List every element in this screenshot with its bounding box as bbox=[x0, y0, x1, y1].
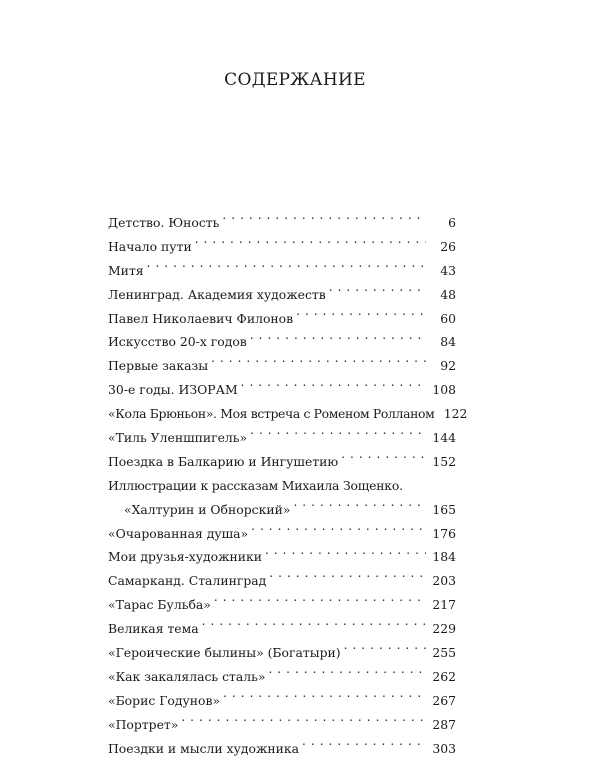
toc-entry-label: Павел Николаевич Филонов bbox=[108, 310, 294, 326]
toc-entry bbox=[108, 689, 456, 713]
toc-entry-label: «Кола Брюньон». Моя встреча с Роменом Ролланом bbox=[108, 406, 435, 422]
toc-entry-first-line bbox=[108, 474, 456, 498]
toc-entry-label: Самарканд. Сталинград bbox=[108, 573, 267, 589]
toc-leader-dots bbox=[250, 430, 426, 442]
toc-page-number: 60 bbox=[440, 310, 456, 326]
toc-leader-dots bbox=[251, 526, 426, 538]
toc-entry bbox=[108, 522, 456, 546]
toc-leader-dots bbox=[329, 287, 426, 299]
toc-leader-dots bbox=[302, 741, 426, 753]
toc-leader-dots bbox=[250, 334, 426, 346]
toc-entry-label: Поездки и мысли художника bbox=[108, 740, 300, 756]
toc-leader-dots bbox=[223, 693, 426, 705]
toc-page-number: 48 bbox=[440, 286, 456, 302]
toc-leader-dots bbox=[211, 358, 426, 370]
toc-entry bbox=[108, 330, 456, 354]
toc-entry-label-continuation: «Халтурин и Обнорский» bbox=[124, 501, 291, 517]
toc-entry-label: «Тарас Бульба» bbox=[108, 597, 211, 613]
toc-page-number: 6 bbox=[448, 215, 456, 230]
toc-entry-label: Начало пути bbox=[108, 238, 192, 254]
toc-page-number: 217 bbox=[432, 597, 456, 613]
toc-entry-label: Первые заказы bbox=[108, 358, 209, 374]
toc-leader-dots bbox=[265, 549, 426, 561]
toc-entry bbox=[108, 713, 456, 737]
toc-page-number: 176 bbox=[432, 525, 456, 541]
toc-entry bbox=[108, 378, 456, 402]
toc-page-number: 43 bbox=[440, 262, 456, 278]
toc-page-number: 84 bbox=[440, 334, 456, 350]
toc-leader-dots bbox=[268, 669, 426, 681]
toc-entry bbox=[108, 283, 456, 307]
toc-entry-label: «Героические былины» (Богатыри) bbox=[108, 645, 341, 661]
toc-entry bbox=[108, 545, 456, 569]
toc-page-number: 184 bbox=[432, 549, 456, 565]
toc-entry-label: Искусство 20-х годов bbox=[108, 334, 247, 350]
toc-entry bbox=[108, 665, 456, 689]
toc-leader-dots bbox=[195, 239, 426, 251]
page-title: СОДЕРЖАНИЕ bbox=[224, 70, 366, 90]
toc-entry-label: Иллюстрации к рассказам Михаила Зощенко. bbox=[108, 477, 403, 493]
toc-page-number: 144 bbox=[432, 430, 456, 446]
toc-entry-label: «Как закалялась сталь» bbox=[108, 668, 266, 684]
toc-leader-dots bbox=[202, 621, 426, 633]
toc-entry bbox=[108, 354, 456, 378]
toc-page-number: 152 bbox=[432, 453, 456, 469]
toc-entry-label: Детство. Юность bbox=[108, 215, 220, 230]
toc-page-number: 262 bbox=[432, 668, 456, 684]
toc-page-number: 303 bbox=[432, 740, 456, 756]
toc-entry-continuation bbox=[108, 498, 456, 522]
toc-entry-label: «Портрет» bbox=[108, 716, 179, 732]
toc-entry bbox=[108, 617, 456, 641]
toc-entry-label: Поездка в Балкарию и Ингушетию bbox=[108, 453, 339, 469]
toc-leader-dots bbox=[147, 263, 426, 275]
toc-entry bbox=[108, 426, 456, 450]
toc-leader-dots bbox=[181, 717, 426, 729]
toc-entry-label: 30-е годы. ИЗОРАМ bbox=[108, 382, 238, 398]
toc-leader-dots bbox=[296, 311, 426, 323]
toc-entry bbox=[108, 235, 456, 259]
toc-page-number: 165 bbox=[432, 501, 456, 517]
toc-entry-label: Великая тема bbox=[108, 621, 199, 637]
toc-entry-label: «Тиль Уленшпигель» bbox=[108, 430, 248, 446]
toc-page-number: 108 bbox=[432, 382, 456, 398]
toc-entry-label: «Очарованная душа» bbox=[108, 525, 249, 541]
toc-entry-label: «Борис Годунов» bbox=[108, 692, 221, 708]
toc-entry bbox=[108, 402, 468, 426]
toc-entry-label: Митя bbox=[108, 262, 144, 278]
toc-entry bbox=[108, 450, 456, 474]
toc-entry bbox=[108, 737, 456, 761]
toc-leader-dots bbox=[214, 597, 426, 609]
toc-entry bbox=[108, 259, 456, 283]
toc-entry bbox=[108, 211, 456, 235]
toc-page-number: 255 bbox=[432, 645, 456, 661]
toc-leader-dots bbox=[269, 573, 426, 585]
toc-entry bbox=[108, 307, 456, 331]
toc-page-number: 287 bbox=[432, 716, 456, 732]
toc-page-number: 92 bbox=[440, 358, 456, 374]
toc-entry bbox=[108, 641, 456, 665]
toc-entry bbox=[108, 569, 456, 593]
toc-page-number: 229 bbox=[432, 621, 456, 637]
toc-entry bbox=[108, 593, 456, 617]
table-of-contents bbox=[108, 211, 468, 760]
toc-leader-dots bbox=[341, 454, 426, 466]
toc-page-number: 203 bbox=[432, 573, 456, 589]
toc-leader-dots bbox=[222, 215, 426, 227]
toc-leader-dots bbox=[293, 502, 426, 514]
toc-leader-dots bbox=[241, 382, 426, 394]
toc-leader-dots bbox=[344, 645, 426, 657]
toc-page-number: 122 bbox=[443, 406, 468, 422]
toc-page-number: 26 bbox=[440, 238, 456, 254]
toc-entry-label: Ленинград. Академия художеств bbox=[108, 286, 326, 302]
toc-page-number: 267 bbox=[432, 692, 456, 708]
toc-entry-label: Мои друзья-художники bbox=[108, 549, 262, 565]
